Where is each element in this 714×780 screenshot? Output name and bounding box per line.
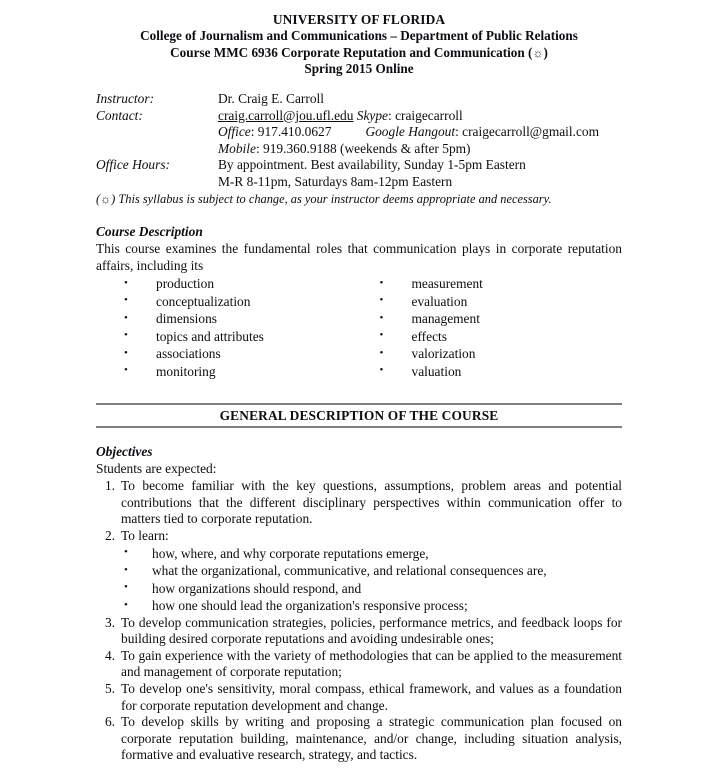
office-label: Office (218, 124, 251, 140)
label-contact: Contact: (96, 107, 143, 123)
mobile-value: : 919.360.9188 (weekends & after 5pm) (255, 140, 471, 156)
list-item-number: 4. (104, 647, 115, 663)
list-item (96, 714, 622, 764)
table-row-office-hours (96, 157, 622, 190)
list-item (96, 648, 622, 681)
mobile-label: Mobile (218, 140, 256, 156)
sun-icon-footnote: ☼ (100, 192, 112, 207)
list-item-text: To develop one's sensitivity, moral compass, ethical framework, and values as a foundation for corporate reputation development and change. (121, 680, 622, 713)
value-office-hours (218, 157, 622, 190)
syllabus-change-footnote (96, 192, 622, 207)
table-row-instructor (96, 91, 622, 108)
list-item-number: 6. (104, 714, 115, 730)
objectives-list (96, 478, 622, 764)
list-item: • topics and attributes (124, 328, 367, 346)
list-item-number: 2. (104, 527, 115, 543)
list-item: • dimensions (124, 310, 367, 328)
list-item: • how organizations should respond, and (121, 580, 622, 598)
list-item (96, 681, 622, 714)
list-item-text: To learn: (121, 527, 169, 543)
table-row-contact (96, 108, 622, 158)
banner-title: GENERAL DESCRIPTION OF THE COURSE (219, 407, 499, 423)
course-description-bullet-columns (96, 275, 622, 381)
title-university: UNIVERSITY OF FLORIDA (272, 12, 446, 27)
title-college-department: College of Journalism and Communications – Department of Public Relations (140, 28, 578, 44)
objectives-heading: Objectives (96, 443, 153, 459)
course-description-heading: Course Description (96, 224, 203, 240)
skype-label: Skype (356, 107, 388, 123)
list-item-number: 1. (104, 478, 115, 494)
list-item-text: To become familiar with the key questions, assumptions, problem areas and potential contributions that the different disciplinary perspectives within communication offer to matters tied to corporate reputation. (121, 478, 622, 527)
list-item-text: To develop skills by writing and proposing a strategic communication plan focused on corporate reputation building, maintenance, and/or change, including situation analysis, formative and evaluative research, strategy, and tactics. (121, 714, 622, 763)
instructor-info-table (96, 91, 622, 190)
list-item: • associations (124, 345, 367, 363)
value-instructor (218, 91, 622, 108)
hangout-value: : craigecarroll@gmail.com (455, 124, 600, 140)
bullet-column-left (96, 275, 367, 381)
list-item: • monitoring (124, 363, 367, 381)
contact-email-skype (218, 108, 622, 125)
office-hours-line-1: By appointment. Best availability, Sunday 1-5pm Eastern (218, 157, 526, 173)
contact-office-hangout (218, 124, 622, 141)
label-instructor: Instructor: (96, 91, 155, 107)
office-value: : 917.410.0627 (250, 124, 332, 140)
list-item (96, 528, 622, 615)
list-item-text: To gain experience with the variety of methodologies that can be applied to the measurement and management of corporate reputation; (121, 647, 622, 680)
list-item-text: To develop communication strategies, policies, performance metrics, and feedback loops for building desired corporate reputations and avoiding undesirable ones; (121, 614, 622, 647)
list-item-number: 3. (104, 614, 115, 630)
contact-mobile (218, 141, 622, 158)
objectives-sub-list (121, 545, 622, 615)
list-item: • valorization (380, 345, 623, 363)
banner-rule-bottom (96, 426, 622, 428)
course-description-paragraph: This course examines the fundamental roles that communication plays in corporate reputation affairs, including its (96, 241, 622, 273)
objectives-intro: Students are expected: (96, 460, 217, 476)
list-item: • effects (380, 328, 623, 346)
general-description-banner (96, 403, 622, 428)
bullet-column-right (367, 275, 623, 381)
list-item (96, 615, 622, 648)
list-item: • measurement (380, 275, 623, 293)
title-course (96, 45, 622, 61)
value-contact (218, 108, 622, 158)
footnote-open-paren: ( (96, 192, 101, 207)
list-item (96, 478, 622, 528)
list-item: • management (380, 310, 623, 328)
email-link[interactable]: craig.carroll@jou.ufl.edu (218, 107, 354, 123)
label-office-hours: Office Hours: (96, 157, 171, 173)
footnote-text: ) This syllabus is subject to change, as your instructor deems appropriate and necessary. (111, 192, 552, 207)
sun-icon: ☼ (532, 45, 544, 60)
list-item-number: 5. (104, 680, 115, 696)
list-item: • production (124, 275, 367, 293)
skype-value: : craigecarroll (388, 107, 463, 123)
list-item: • evaluation (380, 293, 623, 311)
list-item: • what the organizational, communicative, and relational consequences are, (121, 562, 622, 580)
title-term: Spring 2015 Online (304, 60, 414, 76)
list-item: • how, where, and why corporate reputations emerge, (121, 545, 622, 563)
hangout-label: Google Hangout (365, 124, 456, 140)
list-item: • conceptualization (124, 293, 367, 311)
list-item: • valuation (380, 363, 623, 381)
office-hours-line-2: M-R 8-11pm, Saturdays 8am-12pm Eastern (218, 173, 453, 189)
instructor-name: Dr. Craig E. Carroll (218, 91, 324, 107)
title-course-text: Course MMC 6936 Corporate Reputation and Communication ( (170, 44, 533, 60)
list-item: • how one should lead the organization's responsive process; (121, 597, 622, 615)
document-title-block (96, 12, 622, 77)
title-course-paren: ) (543, 44, 548, 60)
